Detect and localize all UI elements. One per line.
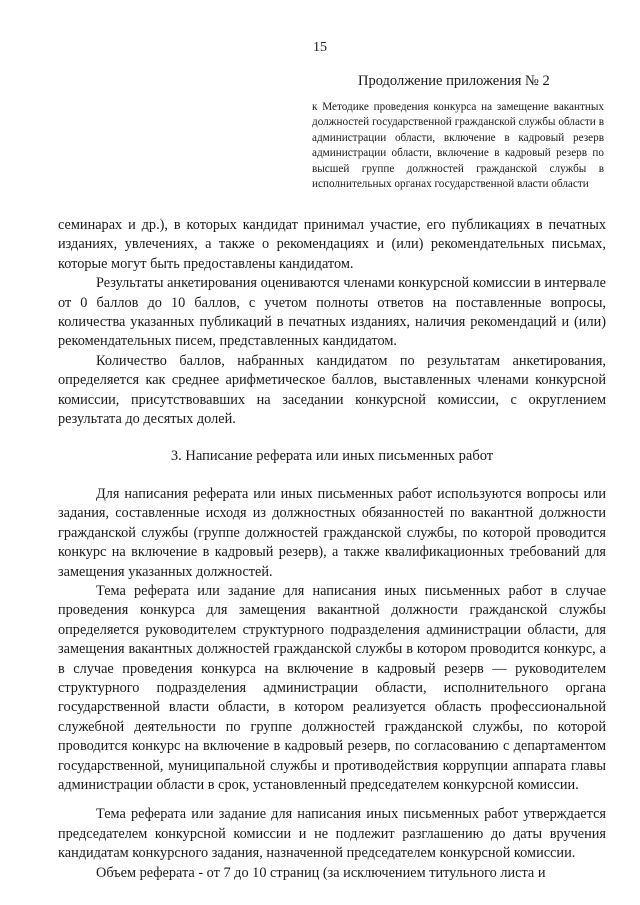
paragraph-gap (58, 795, 606, 805)
paragraph-scoring: Результаты анкетирования оцениваются членами конкурсной комиссии в интервале от 0 баллов до 10 баллов, с учетом полноты ответов на поставленные вопросы, количества указанных публикаций в печатных изданиях, наличия рекомендаций и (или) рекомендательных писем, представленных кандидатом. (58, 275, 606, 350)
appendix-reference: к Методике проведения конкурса на замещение вакантных должностей государственной гражданской службы области в администрации области, включение в кадровый резерв администрации области, включение в кадровый резерв по высшей группе должностей гражданской службы в исполнительных органах государственной власти области (312, 101, 604, 191)
page-number: 15 (313, 40, 327, 55)
paragraph-topic: Тема реферата или задание для написания иных письменных работ в случае проведения конкурса для замещения вакантной должности гражданской службы определяется руководителем структурного подразделения администрации области, для замещения вакантных должностей гражданской службы в котором проводится конкурс, а в случае проведения конкурса на включение в кадровый резерв — руководителем структурного подразделения администрации области, исполнительного органа государственной власти области, в котором реализуется область профессиональной служебной деятельности по группе должностей гражданской службы, по которой проводится конкурс на включение в кадровый резерв, по согласованию с департаментом государственной, муниципальной службы и противодействия коррупции аппарата главы администрации области в срок, установленный председателем конкурсной комиссии. (58, 582, 606, 793)
paragraph-approval: Тема реферата или задание для написания иных письменных работ утверждается председателем конкурсной комиссии и не подлежит разглашению до даты вручения кандидатам конкурсного задания, назначенной председателем конкурсной комиссии. (58, 806, 606, 862)
document-body (58, 216, 606, 883)
section-heading: 3. Написание реферата или иных письменных работ (170, 448, 494, 465)
paragraph-continuation: семинарах и др.), в которых кандидат принимал участие, его публикациях в печатных изданиях, увлечениях, а также о рекомендациях и (или) рекомендательных письмах, которые могут быть предоставлены кандидатом. (58, 217, 606, 272)
paragraph-questions: Для написания реферата или иных письменных работ используются вопросы или задания, составленные исходя из должностных обязанностей по вакантной должности гражданской службы (группе должностей гражданской службы, по которой проводится конкурс на включение в кадровый резерв), а также квалификационных требований для замещения указанных должностей. (58, 485, 606, 580)
paragraph-volume: Объем реферата - от 7 до 10 страниц (за исключением титульного листа и (96, 864, 546, 881)
paragraph-average: Количество баллов, набранных кандидатом по результатам анкетирования, определяется как среднее арифметическое баллов, выставленных членами конкурсной комиссии, присутствовавших на заседании конкурсной комиссии, с округлением результата до десятых долей. (58, 352, 606, 428)
appendix-title: Продолжение приложения № 2 (358, 73, 550, 89)
